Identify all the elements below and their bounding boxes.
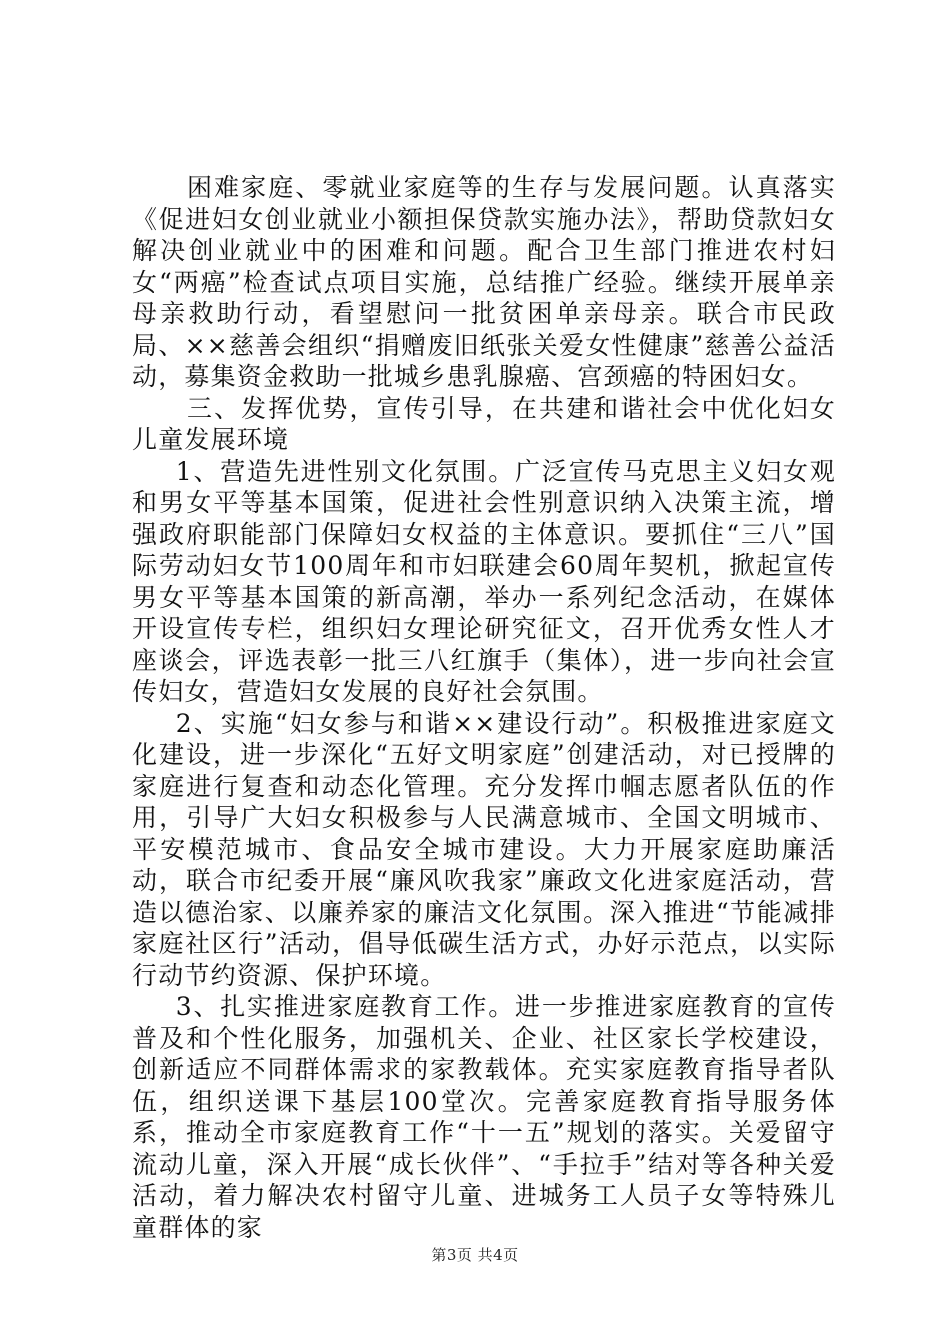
page-number-footer: 第3页 共4页 — [431, 1246, 519, 1264]
section-heading: 三、发挥优势，宣传引导，在共建和谐社会中优化妇女儿童发展环境 — [132, 393, 836, 454]
paragraph-item-1: 1、营造先进性别文化氛围。广泛宣传马克思主义妇女观和男女平等基本国策，促进社会性别意识纳入决策主流，增强政府职能部门保障妇女权益的主体意识。要抓住“三八”国际劳动妇女节100周年和市妇联建会60周年契机，掀起宣传男女平等基本国策的新高潮，举办一系列纪念活动，在媒体开设宣传专栏，组织妇女理论研究征文，召开优秀女性人才座谈会，评选表彰一批三八红旗手（集体），进一步向社会宣传妇女，营造妇女发展的良好社会氛围。 — [132, 456, 836, 706]
paragraph-continuation: 困难家庭、零就业家庭等的生存与发展问题。认真落实《促进妇女创业就业小额担保贷款实施办法》，帮助贷款妇女解决创业就业中的困难和问题。配合卫生部门推进农村妇女“两癌”检查试点项目实施，总结推广经验。继续开展单亲母亲救助行动，看望慰问一批贫困单亲母亲。联合市民政局、××慈善会组织“捐赠废旧纸张关爱女性健康”慈善公益活动，募集资金救助一批城乡患乳腺癌、宫颈癌的特困妇女。 — [132, 173, 836, 391]
paragraph-item-3: 3、扎实推进家庭教育工作。进一步推进家庭教育的宣传普及和个性化服务，加强机关、企业、社区家长学校建设，创新适应不同群体需求的家教载体。充实家庭教育指导者队伍，组织送课下基层100堂次。完善家庭教育指导服务体系，推动全市家庭教育工作“十一五”规划的落实。关爱留守流动儿童，深入开展“成长伙伴”、“手拉手”结对等各种关爱活动，着力解决农村留守儿童、进城务工人员子女等特殊儿童群体的家 — [132, 992, 836, 1242]
document-body — [132, 172, 836, 1243]
paragraph-item-2: 2、实施“妇女参与和谐××建设行动”。积极推进家庭文化建设，进一步深化“五好文明家庭”创建活动，对已授牌的家庭进行复查和动态化管理。充分发挥巾帼志愿者队伍的作用，引导广大妇女积极参与人民满意城市、全国文明城市、平安模范城市、食品安全城市建设。大力开展家庭助廉活动，联合市纪委开展“廉风吹我家”廉政文化进家庭活动，营造以德治家、以廉养家的廉洁文化氛围。深入推进“节能减排家庭社区行”活动，倡导低碳生活方式，办好示范点，以实际行动节约资源、保护环境。 — [132, 708, 836, 990]
